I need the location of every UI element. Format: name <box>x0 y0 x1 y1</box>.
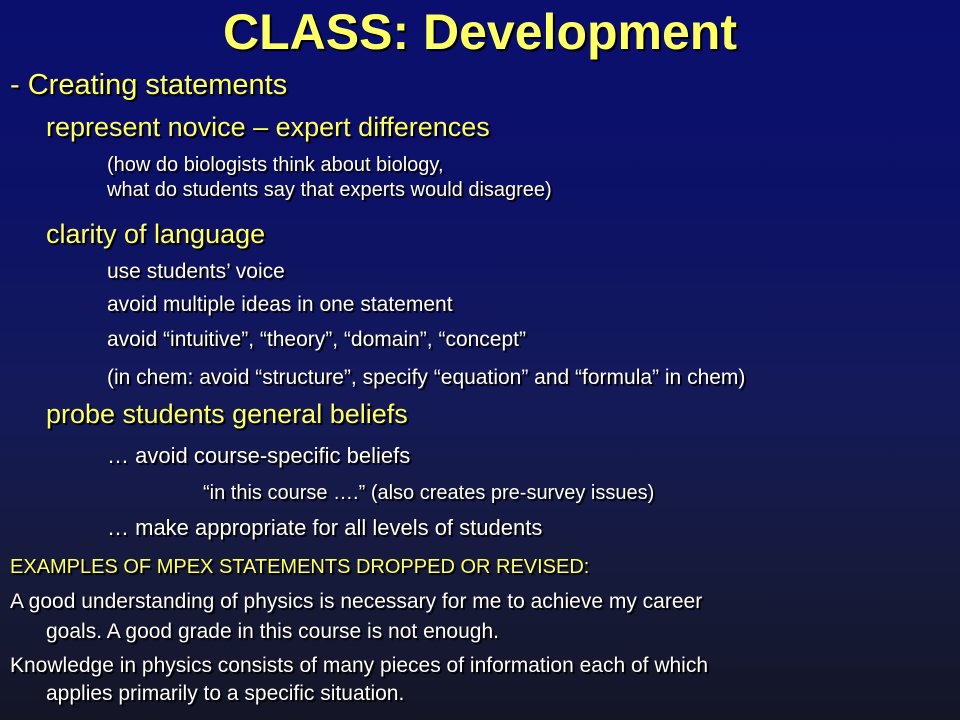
list-item: … avoid course-specific beliefs <box>107 443 411 468</box>
example-statement-line: applies primarily to a specific situation. <box>46 682 405 705</box>
subheading-clarity: clarity of language <box>46 219 266 249</box>
examples-heading: EXAMPLES OF MPEX STATEMENTS DROPPED OR REVISED: <box>10 556 590 578</box>
subheading-novice-expert: represent novice – expert differences <box>46 112 490 142</box>
list-item: (in chem: avoid “structure”, specify “equation” and “formula” in chem) <box>107 366 746 389</box>
subheading-general-beliefs: probe students general beliefs <box>46 399 408 429</box>
note-line: “in this course ….” (also creates pre-survey issues) <box>203 482 655 504</box>
note-line: what do students say that experts would disagree) <box>107 179 552 201</box>
example-statement-line: Knowledge in physics consists of many pieces of information each of which <box>10 654 709 677</box>
list-item: … make appropriate for all levels of students <box>107 515 543 540</box>
list-item: use students’ voice <box>107 260 285 283</box>
slide-title: CLASS: Development <box>223 4 737 60</box>
list-item: avoid “intuitive”, “theory”, “domain”, “concept” <box>107 328 526 351</box>
example-statement-line: A good understanding of physics is necessary for me to achieve my career <box>10 590 703 613</box>
example-statement-line: goals. A good grade in this course is not enough. <box>46 620 499 643</box>
note-line: (how do biologists think about biology, <box>107 154 444 176</box>
list-item: avoid multiple ideas in one statement <box>107 293 453 316</box>
section-heading: - Creating statements <box>10 69 288 101</box>
